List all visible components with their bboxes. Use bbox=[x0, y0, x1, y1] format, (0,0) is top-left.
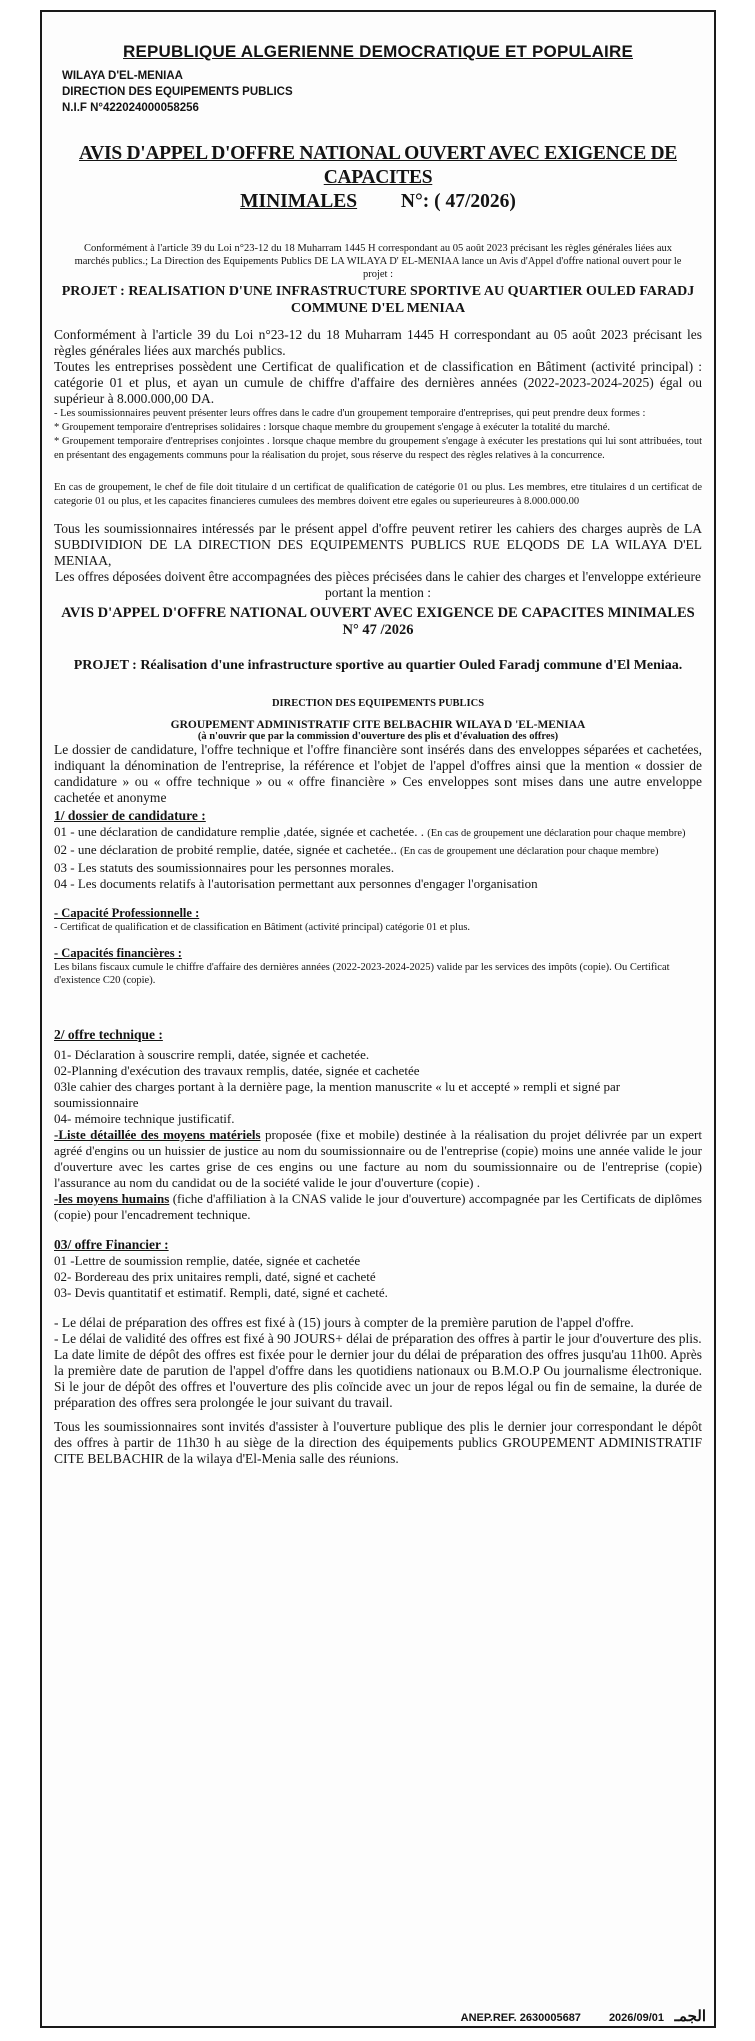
liste-materiels: -Liste détaillée des moyens matériels proposée (fixe et mobile) destinée à la réalisation du projet délivrée par un expert agréé d'engins ou un huissier de justice au nom du soumissionnaire ou de l'entreprise (copie) moins une année valide le jour d'ouverture avec les cartes grise de ces engins ou une facture au nom du soumissionnaire ou de l'entreprise (copie) l'assurance au nom du candidat ou de la société valide le jour d'ouverture (copie) . bbox=[54, 1127, 702, 1190]
dossier-item: 01 - une déclaration de candidature remplie ,datée, signée et cachetée. . (En cas de groupement une déclaration pour chaque membre) bbox=[54, 824, 686, 839]
note-groupement: - Les soumissionnaires peuvent présenter leurs offres dans le cadre d'un groupement temporaire d'entreprises, qui peut prendre deux formes : bbox=[54, 408, 646, 419]
paragraph-retrait: Tous les soumissionnaires intéressés par le présent appel d'offre peuvent retirer les cahiers des charges auprès de LA SUBDIVIDION DE LA DIRECTION DES EQUIPEMENTS PUBLICS RUE ELQODS DE LA WILAYA D'EL MENIAA, bbox=[54, 521, 702, 568]
project-title-2: PROJET : Réalisation d'une infrastructure sportive au quartier Ouled Faradj commune d'El Meniaa. bbox=[73, 658, 683, 673]
nif-line: N.I.F N°422024000058256 bbox=[62, 102, 199, 114]
dossier-item: 03 - Les statuts des soumissionnaires pour les personnes morales. bbox=[54, 860, 395, 875]
title-minimales: MINIMALES bbox=[240, 191, 358, 212]
technique-item: 01- Déclaration à souscrire rempli, datée, signée et cachetée. bbox=[54, 1047, 370, 1062]
notice-title: AVIS D'APPEL D'OFFRE NATIONAL OUVERT AVEC EXIGENCE DE CAPACITES bbox=[79, 143, 677, 188]
intro-small: Conformément à l'article 39 du Loi n°23-12 du 18 Muharram 1445 H correspondant au 05 août 2023 précisant les règles générales liées aux marchés publics.; La Direction des Equipements Publics DE LA WILAYA D' EL-MENIAA lance un Avis d'Appel d'offre national ouvert pour le projet : bbox=[74, 243, 682, 280]
direction-2: DIRECTION DES EQUIPEMENTS PUBLICS bbox=[271, 698, 485, 709]
notice-body bbox=[54, 20, 702, 1467]
footer bbox=[42, 2008, 714, 2026]
technique-item: 02-Planning d'exécution des travaux remplis, datée, signée et cachetée bbox=[54, 1063, 420, 1078]
paragraph-entreprises: Toutes les entreprises possèdent une Certificat de qualification et de classification en Bâtiment (activité principal) : catégorie 01 et plus, et ayan un cumule de chiffre d'affaire des dernières années (2022-2023-2024-2025) égal ou supérieur à 8.000.000,00 DA. bbox=[54, 359, 702, 406]
section-technique-title: 2/ offre technique : bbox=[54, 1027, 163, 1042]
moyens-humains: -les moyens humains (fiche d'affiliation à la CNAS valide le jour d'ouverture) accompagnée par les Certificats de diplômes (copie) pour l'encadrement technique. bbox=[54, 1191, 702, 1222]
paragraph-dossier: Le dossier de candidature, l'offre technique et l'offre financière sont insérés dans des enveloppes séparées et cachetées, indiquant la dénomination de l'entreprise, la référence et l'objet de l'appel d'offres ainsi que la mention « dossier de candidature » ou « offre technique » ou « offre financière » Ces enveloppes sont mises dans une autre enveloppe cachetée et anonyme bbox=[54, 742, 702, 805]
enveloppe-mention: AVIS D'APPEL D'OFFRE NATIONAL OUVERT AVEC EXIGENCE DE CAPACITES MINIMALES N° 47 /2026 bbox=[61, 605, 695, 638]
capacite-fin-text: Les bilans fiscaux cumule le chiffre d'affaire des dernières années (2022-2023-2024-2025) valide par les services des impôts (copie). Ou Certificat d'existence C20 (copie). bbox=[54, 962, 670, 986]
financier-item: 02- Bordereau des prix unitaires rempli, daté, signé et cacheté bbox=[54, 1269, 376, 1284]
section-financier-title: 03/ offre Financier : bbox=[54, 1237, 169, 1252]
wilaya-line: WILAYA D'EL-MENIAA bbox=[62, 70, 183, 82]
technique-item: 04- mémoire technique justificatif. bbox=[54, 1111, 235, 1126]
capacite-pro-text: - Certificat de qualification et de classification en Bâtiment (activité principal) catégorie 01 et plus. bbox=[54, 922, 471, 933]
dossier-item: 02 - une déclaration de probité remplie, datée, signée et cachetée.. (En cas de groupement une déclaration pour chaque membre) bbox=[54, 842, 659, 857]
notice-title-line2 bbox=[54, 190, 702, 214]
technique-item: 03le cahier des charges portant à la dernière page, la mention manuscrite « lu et accepté » rempli et signé par soumissionnaire bbox=[54, 1079, 621, 1110]
newspaper-logo: الجمـ bbox=[674, 2009, 706, 2025]
groupement-address: GROUPEMENT ADMINISTRATIF CITE BELBACHIR WILAYA D 'EL-MENIAA bbox=[170, 719, 586, 731]
section-dossier-title: 1/ dossier de candidature : bbox=[54, 808, 206, 823]
delai-validite: - Le délai de validité des offres est fixé à 90 JOURS+ délai de préparation des offres à partir le jour d'ouverture des plis. bbox=[54, 1331, 702, 1346]
date-limite: La date limite de dépôt des offres est fixée pour le dernier jour du délai de préparation des offres jusqu'au 11h00. Après la première date de parution de l'appel d'offre dans les quotidiens nationaux ou B.M.O.P Ou journalisme électronique. Si le jour de dépôt des offres et l'ouverture des plis coïncide avec un jour de repos légal ou fin de semaine, la durée de préparation des offres sera prolongée le jour suivant du travail. bbox=[54, 1347, 702, 1410]
notice-number: N°: ( 47/2026) bbox=[400, 191, 516, 212]
note-solidaires: * Groupement temporaire d'entreprises solidaires : lorsque chaque membre du groupement s'engage à exécuter la totalité du marché. bbox=[54, 422, 610, 433]
paragraph-offres: Les offres déposées doivent être accompagnées des pièces précisées dans le cahier des charges et l'enveloppe extérieure portant la mention : bbox=[55, 569, 701, 600]
ouverture-plis: Tous les soumissionnaires sont invités d'assister à l'ouverture publique des plis le dernier jour correspondant le dépôt des offres à partir de 11h30 h au siège de la direction des équipements publics GROUPEMENT ADMINISTRATIF CITE BELBACHIR de la wilaya d'El-Menia salle des réunions. bbox=[54, 1419, 702, 1466]
capacite-fin-title: - Capacités financières : bbox=[54, 946, 182, 960]
capacite-pro-title: - Capacité Professionnelle : bbox=[54, 906, 200, 920]
note-chef-de-file: En cas de groupement, le chef de file doit titulaire d un certificat de qualification de catégorie 01 ou plus. Les membres, etre titulaires d un certificat de categorie 01 ou plus, et les capacites financieres cumulees des membres doivent etre egales ou superieureures à 8.000.000.00 bbox=[54, 482, 702, 507]
republique-header: REPUBLIQUE ALGERIENNE DEMOCRATIQUE ET POPULAIRE bbox=[123, 42, 633, 61]
direction-line: DIRECTION DES EQUIPEMENTS PUBLICS bbox=[62, 86, 293, 98]
commission-note: (à n'ouvrir que par la commission d'ouverture des plis et d'évaluation des offres) bbox=[197, 731, 559, 742]
financier-item: 01 -Lettre de soumission remplie, datée, signée et cachetée bbox=[54, 1253, 361, 1268]
note-conjointes: * Groupement temporaire d'entreprises conjointes . lorsque chaque membre du groupement s'engage à exécuter les prestations qui lui sont attribuées, tout en présentant des engagements communs pour la réalisation du projet, sous réserve du respect des règles relatives à la concurrence. bbox=[54, 436, 702, 461]
delai-preparation: - Le délai de préparation des offres est fixé à (15) jours à compter de la première parution de l'appel d'offre. bbox=[54, 1315, 634, 1330]
financier-item: 03- Devis quantitatif et estimatif. Rempli, daté, signé et cacheté. bbox=[54, 1285, 388, 1300]
paragraph-loi: Conformément à l'article 39 du Loi n°23-12 du 18 Muharram 1445 H correspondant au 05 août 2023 précisant les règles générales liées aux marchés publics. bbox=[54, 327, 702, 358]
dossier-item: 04 - Les documents relatifs à l'autorisation permettant aux personnes d'engager l'organisation bbox=[54, 876, 538, 891]
project-title: PROJET : REALISATION D'UNE INFRASTRUCTURE SPORTIVE AU QUARTIER OULED FARADJ COMMUNE D'EL MENIAA bbox=[61, 284, 695, 316]
notice-frame bbox=[40, 10, 716, 2028]
anep-reference: ANEP.REF. 2630005687 2026/09/01 bbox=[460, 2012, 664, 2024]
